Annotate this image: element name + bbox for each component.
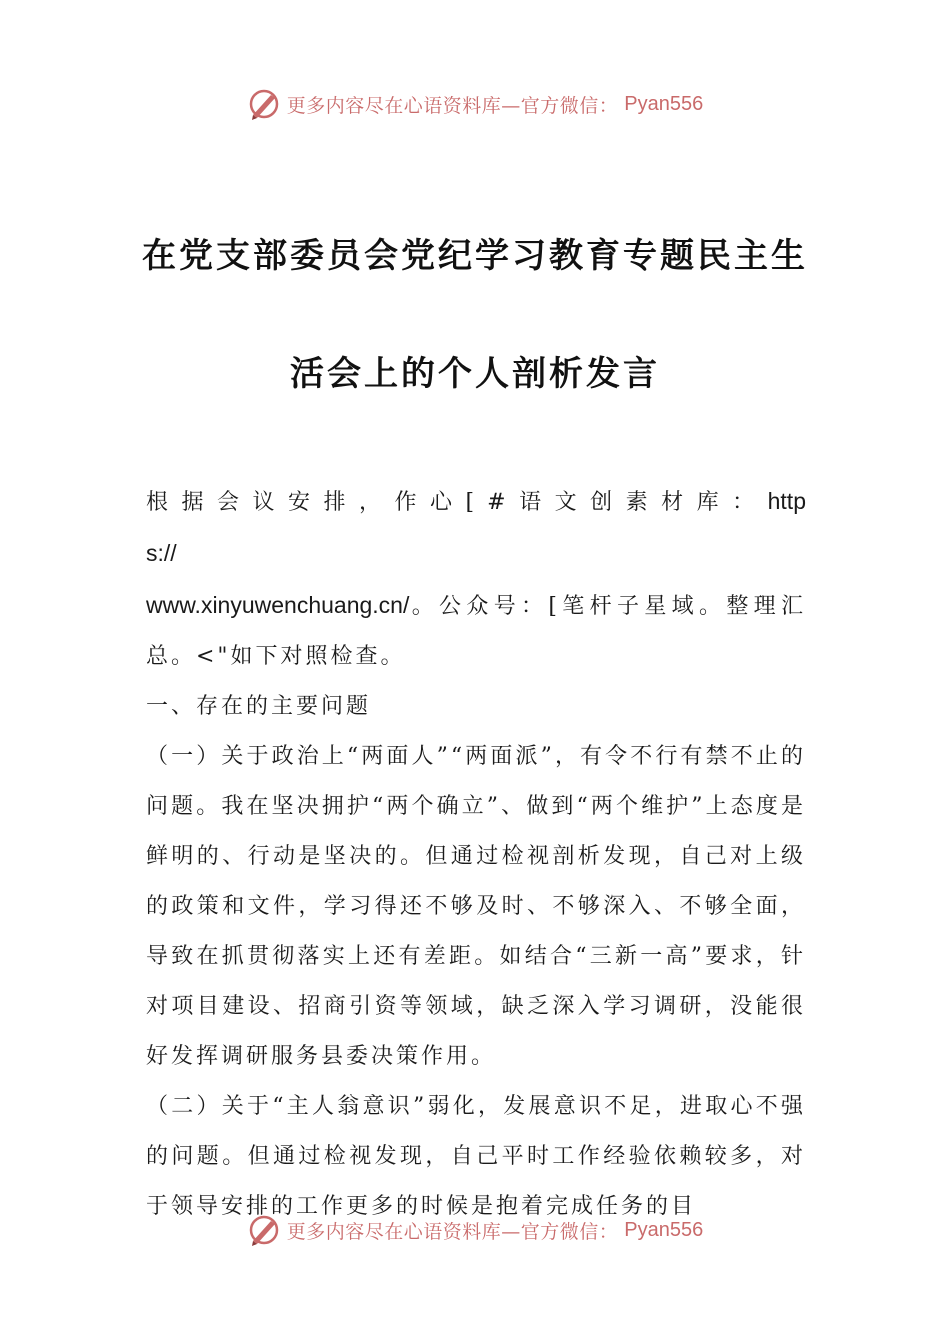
pen-in-circle-icon (247, 87, 281, 121)
section-heading: 一、存在的主要问题 (146, 694, 372, 719)
watermark-wechat-id: Pyan556 (624, 92, 704, 115)
pen-in-circle-icon (247, 1213, 281, 1247)
intro-prefix: 根据会议安排，作心[#语文创素材库： (146, 490, 768, 515)
intro-paragraph (146, 476, 806, 682)
document-body (146, 476, 806, 1232)
intro-url-part-2: www.xinyuwenchuang.cn/ (146, 592, 410, 618)
watermark-text: 更多内容尽在心语资料库—官方微信： (286, 1220, 619, 1243)
watermark-wechat-id: Pyan556 (624, 1218, 704, 1241)
watermark-banner-bottom (0, 1210, 950, 1250)
watermark-banner-top (0, 84, 950, 124)
body-paragraph: （二）关于“主人翁意识”弱化，发展意识不足，进取心不强的问题。但通过检视发现，自己平时工作经验依赖较多，对于领导安排的工作更多的时候是抱着完成任务的目 (146, 1094, 806, 1219)
document-title-line-1: 在党支部委员会党纪学习教育专题民主生 (142, 236, 808, 276)
body-paragraph: （一）关于政治上“两面人”“两面派”，有令不行有禁不止的问题。我在坚决拥护“两个确立”、做到“两个维护”上态度是鲜明的、行动是坚决的。但通过检视剖析发现，自己对上级的政策和文件，学习得还不够及时、不够深入、不够全面，导致在抓贯彻落实上还有差距。如结合“三新一高”要求，针对项目建设、招商引资等领域，缺乏深入学习调研，没能很好发挥调研服务县委决策作用。 (146, 744, 806, 1069)
intro-suffix: 。公众号：[笔杆子星域。整理汇总。<"如下对照检查。 (146, 594, 806, 669)
document-title-line-2: 活会上的个人剖析发言 (290, 354, 660, 394)
watermark-text: 更多内容尽在心语资料库—官方微信： (286, 94, 619, 117)
intro-url-part-1: https:// (146, 488, 806, 566)
